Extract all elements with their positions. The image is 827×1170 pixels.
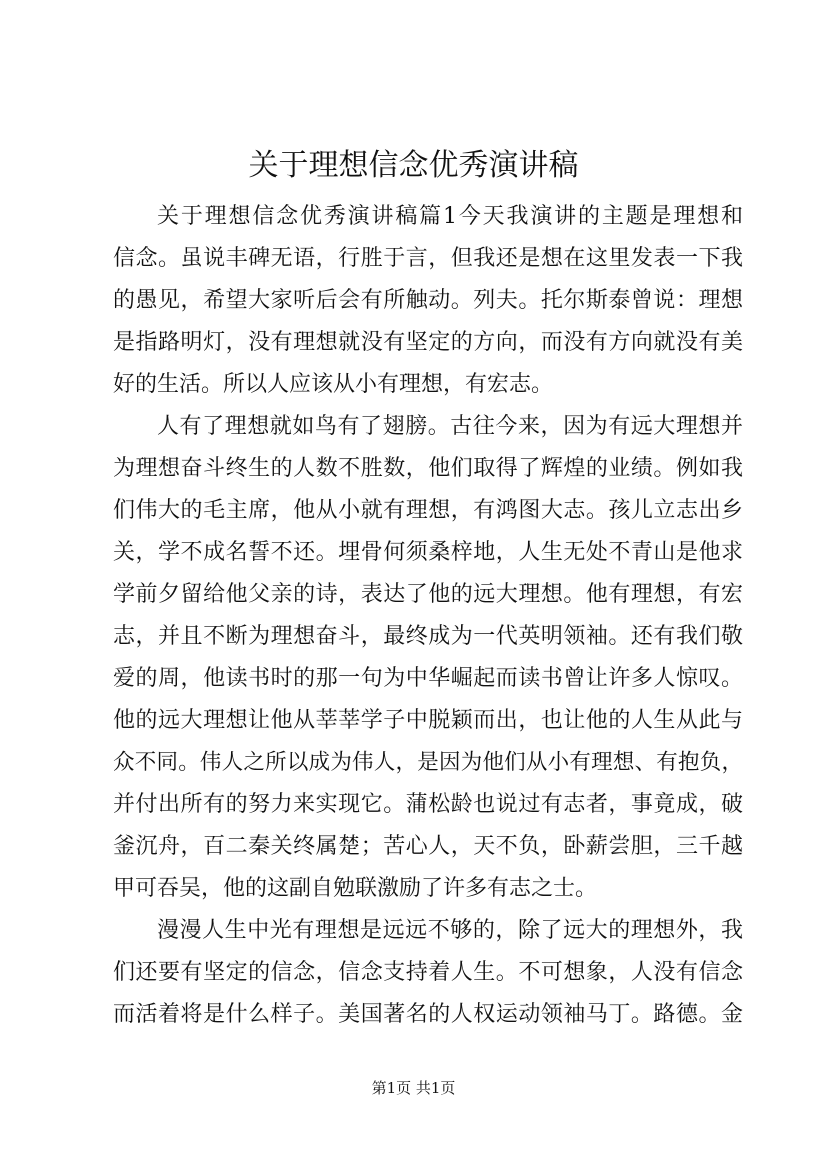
body-line: 关，学不成名誓不还。埋骨何须桑梓地，人生无处不青山是他求	[113, 540, 743, 565]
body-line: 甲可吞吴，他的这副自勉联激励了许多有志之士。	[113, 876, 598, 901]
body-line: 的愚见，希望大家听后会有所触动。列夫。托尔斯泰曾说：理想	[113, 288, 743, 313]
body-line: 是指路明灯，没有理想就没有坚定的方向，而没有方向就没有美	[113, 330, 743, 355]
body-line: 志，并且不断为理想奋斗，最终成为一代英明领袖。还有我们敬	[113, 624, 743, 649]
body-line: 爱的周，他读书时的那一句为中华崛起而读书曾让许多人惊叹。	[113, 666, 743, 691]
body-line: 们伟大的毛主席，他从小就有理想，有鸿图大志。孩儿立志出乡	[113, 498, 743, 523]
body-line: 关于理想信念优秀演讲稿篇1今天我演讲的主题是理想和	[157, 204, 743, 229]
body-line: 学前夕留给他父亲的诗，表达了他的远大理想。他有理想，有宏	[113, 582, 743, 607]
body-line: 众不同。伟人之所以成为伟人，是因为他们从小有理想、有抱负，	[113, 750, 743, 775]
document-title: 关于理想信念优秀演讲稿	[248, 148, 579, 183]
body-line: 而活着将是什么样子。美国著名的人权运动领袖马丁。路德。金	[113, 1002, 743, 1027]
page-number-footer: 第1页 共1页	[371, 1079, 456, 1097]
body-line: 漫漫人生中光有理想是远远不够的，除了远大的理想外，我	[157, 918, 743, 943]
body-line: 他的远大理想让他从莘莘学子中脱颖而出，也让他的人生从此与	[113, 708, 743, 733]
body-line: 人有了理想就如鸟有了翅膀。古往今来，因为有远大理想并	[157, 414, 743, 439]
body-line: 釜沉舟，百二秦关终属楚；苦心人，天不负，卧薪尝胆，三千越	[113, 834, 743, 859]
body-line: 为理想奋斗终生的人数不胜数，他们取得了辉煌的业绩。例如我	[113, 456, 743, 481]
body-line: 们还要有坚定的信念，信念支持着人生。不可想象，人没有信念	[113, 960, 743, 985]
body-line: 信念。虽说丰碑无语，行胜于言，但我还是想在这里发表一下我	[113, 246, 743, 271]
body-line: 并付出所有的努力来实现它。蒲松龄也说过有志者，事竟成，破	[113, 792, 743, 817]
body-line: 好的生活。所以人应该从小有理想，有宏志。	[113, 372, 554, 397]
document-body	[113, 196, 743, 1036]
